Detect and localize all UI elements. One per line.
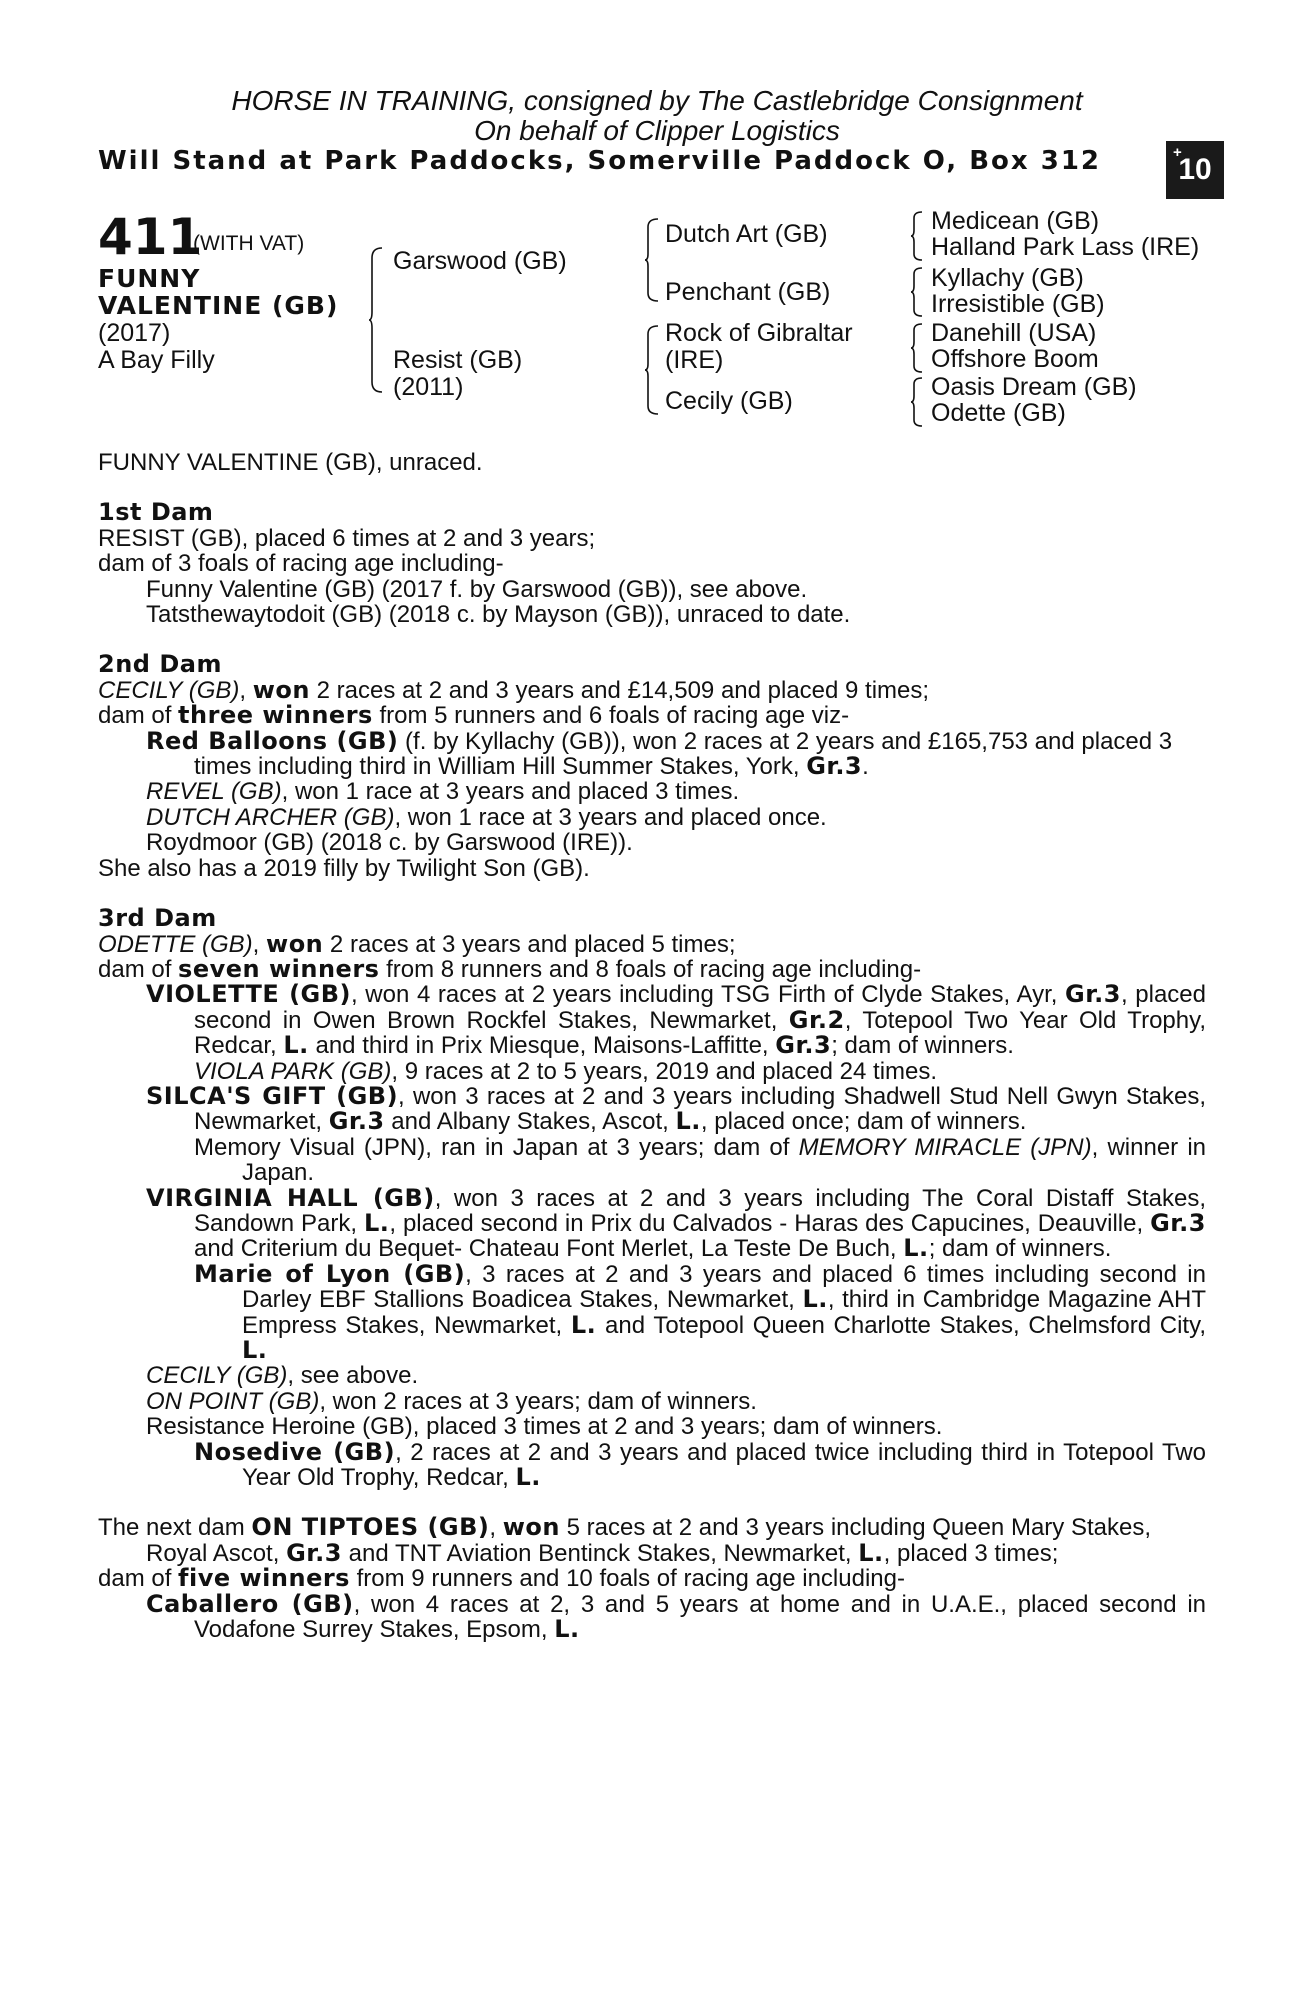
produce-resistance-heroine: Resistance Heroine (GB), placed 3 times at 2 and 3 years; dam of winners. — [146, 1413, 943, 1441]
pedigree-sire-dam: Penchant (GB) — [665, 278, 831, 306]
produce-tatsthewaytodoit: Tatsthewaytodoit (GB) (2018 c. by Mayson (GB)), unraced to date. — [146, 601, 851, 629]
next-dam-produce: dam of five winners from 9 runners and 10 foals of racing age including- — [98, 1564, 905, 1593]
pedigree-bracket-dam — [644, 324, 660, 416]
pedigree-sdd: Irresistible (GB) — [931, 290, 1105, 318]
catalogue-text — [98, 450, 1206, 1642]
stand-location: Will Stand at Park Paddocks, Somerville Paddock O, Box 312 — [98, 146, 1102, 176]
ten-plus-badge — [1166, 141, 1224, 199]
vat-note: (WITH VAT) — [193, 232, 305, 255]
pedigree-bracket-ss — [910, 210, 924, 262]
second-dam-record: CECILY (GB), won 2 races at 2 and 3 years and £14,509 and placed 9 times; — [98, 675, 930, 704]
third-dam-produce: dam of seven winners from 8 runners and 8 foals of racing age including- — [98, 954, 922, 983]
produce-funny-valentine: Funny Valentine (GB) (2017 f. by Garswood (GB)), see above. — [146, 575, 808, 603]
pedigree-dam: Resist (GB) — [393, 346, 523, 374]
foaling-year: (2017) — [98, 319, 171, 347]
pedigree-dam-year: (2011) — [393, 373, 464, 401]
produce-revel: REVEL (GB), won 1 race at 3 years and placed 3 times. — [146, 778, 740, 806]
produce-on-point: ON POINT (GB), won 2 races at 3 years; dam of winners. — [146, 1387, 757, 1415]
produce-violette: VIOLETTE (GB), won 4 races at 2 years including TSG Firth of Clyde Stakes, Ayr, Gr.3, placed second in Owen Brown Rockfel Stakes, Newmarket, Gr.2, Totepool Two Year Old Trophy, Redcar, L. and third in Prix Miesque, Maisons-Laffitte, Gr.3; dam of winners. — [146, 980, 1207, 1060]
first-dam-heading: 1st Dam — [98, 498, 214, 527]
badge-plus: + — [1173, 144, 1182, 161]
produce-viola-park: VIOLA PARK (GB), 9 races at 2 to 5 years, 2019 and placed 24 times. — [194, 1057, 938, 1085]
pedigree-bracket-sire — [644, 217, 660, 303]
badge-number: 10 — [1178, 153, 1212, 186]
pedigree-bracket-gen1 — [368, 246, 384, 394]
pedigree-sire-sire: Dutch Art (GB) — [665, 220, 828, 248]
pedigree-dam-sire-1: Rock of Gibraltar — [665, 319, 853, 347]
first-dam-record: RESIST (GB), placed 6 times at 2 and 3 years; — [98, 524, 596, 552]
unraced-note: FUNNY VALENTINE (GB), unraced. — [98, 449, 483, 476]
second-dam-heading: 2nd Dam — [98, 650, 222, 679]
produce-nosedive: Nosedive (GB), 2 races at 2 and 3 years and placed twice including third in Totepool Two Year Old Trophy, Redcar, L. — [194, 1437, 1206, 1492]
pedigree-sss: Medicean (GB) — [931, 207, 1100, 235]
produce-roydmoor: Roydmoor (GB) (2018 c. by Garswood (IRE)). — [146, 829, 633, 857]
produce-marie-of-lyon: Marie of Lyon (GB), 3 races at 2 and 3 years and placed 6 times including second in Darley EBF Stallions Boadicea Stakes, Newmarket, L., third in Cambridge Magazine AHT Empress Stakes, Newmarket, L. and Totepool Queen Charlotte Stakes, Chelmsford City, L. — [194, 1259, 1206, 1364]
produce-silcas-gift: SILCA'S GIFT (GB), won 3 races at 2 and 3 years including Shadwell Stud Nell Gwyn Stakes, Newmarket, Gr.3 and Albany Stakes, Ascot, L., placed once; dam of winners. — [146, 1081, 1206, 1136]
lot-number: 411 — [98, 208, 203, 266]
pedigree-ssd: Halland Park Lass (IRE) — [931, 233, 1200, 261]
pedigree-dam-dam: Cecily (GB) — [665, 387, 793, 415]
horse-name-line2: VALENTINE (GB) — [98, 291, 339, 320]
pedigree-dds: Oasis Dream (GB) — [931, 373, 1137, 401]
third-dam-record: ODETTE (GB), won 2 races at 3 years and placed 5 times; — [98, 929, 736, 958]
next-dam-record: The next dam ON TIPTOES (GB), won 5 races at 2 and 3 years including Queen Mary Stakes, Royal Ascot, Gr.3 and TNT Aviation Bentinck Stakes, Newmarket, L., placed 3 times; — [98, 1513, 1151, 1567]
pedigree-sire: Garswood (GB) — [393, 247, 567, 275]
third-dam-heading: 3rd Dam — [98, 904, 217, 933]
produce-memory-visual: Memory Visual (JPN), ran in Japan at 3 years; dam of MEMORY MIRACLE (JPN), winner in Japan. — [194, 1133, 1207, 1187]
pedigree-dss: Danehill (USA) — [931, 319, 1097, 347]
pedigree-ddd: Odette (GB) — [931, 399, 1066, 427]
produce-red-balloons: Red Balloons (GB) (f. by Kyllachy (GB)), won 2 races at 2 years and £165,753 and placed 3 times including third in William Hill Summer Stakes, York, Gr.3. — [146, 726, 1173, 781]
horse-name — [98, 265, 338, 319]
pedigree-dsd: Offshore Boom — [931, 345, 1099, 373]
second-dam-produce: dam of three winners from 5 runners and 6 foals of racing age viz- — [98, 701, 850, 730]
produce-caballero: Caballero (GB), won 4 races at 2, 3 and 5 years at home and in U.A.E., placed second in Vodafone Surrey Stakes, Epsom, L. — [146, 1589, 1206, 1644]
pedigree-dam-sire-2: (IRE) — [665, 346, 724, 374]
first-dam-produce: dam of 3 foals of racing age including- — [98, 550, 504, 578]
header-line-2: On behalf of Clipper Logistics — [474, 115, 840, 146]
header-line-1: HORSE IN TRAINING, consigned by The Castlebridge Consignment — [231, 85, 1083, 116]
pedigree-bracket-ds — [910, 322, 924, 374]
second-dam-2019-filly: She also has a 2019 filly by Twilight Son (GB). — [98, 854, 590, 882]
pedigree-bracket-dd — [910, 376, 924, 428]
pedigree-sds: Kyllachy (GB) — [931, 264, 1084, 292]
pedigree-bracket-sd — [910, 266, 924, 318]
produce-dutch-archer: DUTCH ARCHER (GB), won 1 race at 3 years and placed once. — [146, 803, 827, 831]
produce-virginia-hall: VIRGINIA HALL (GB), won 3 races at 2 and 3 years including The Coral Distaff Stakes, Sandown Park, L., placed second in Prix du Calvados - Haras des Capucines, Deauville, Gr.3 and Criterium du Bequet- Chateau Font Merlet, La Teste De Buch, L.; dam of winners. — [146, 1183, 1206, 1263]
horse-name-line1: FUNNY — [98, 264, 201, 293]
horse-description: A Bay Filly — [98, 346, 215, 374]
produce-cecily: CECILY (GB), see above. — [146, 1362, 419, 1390]
